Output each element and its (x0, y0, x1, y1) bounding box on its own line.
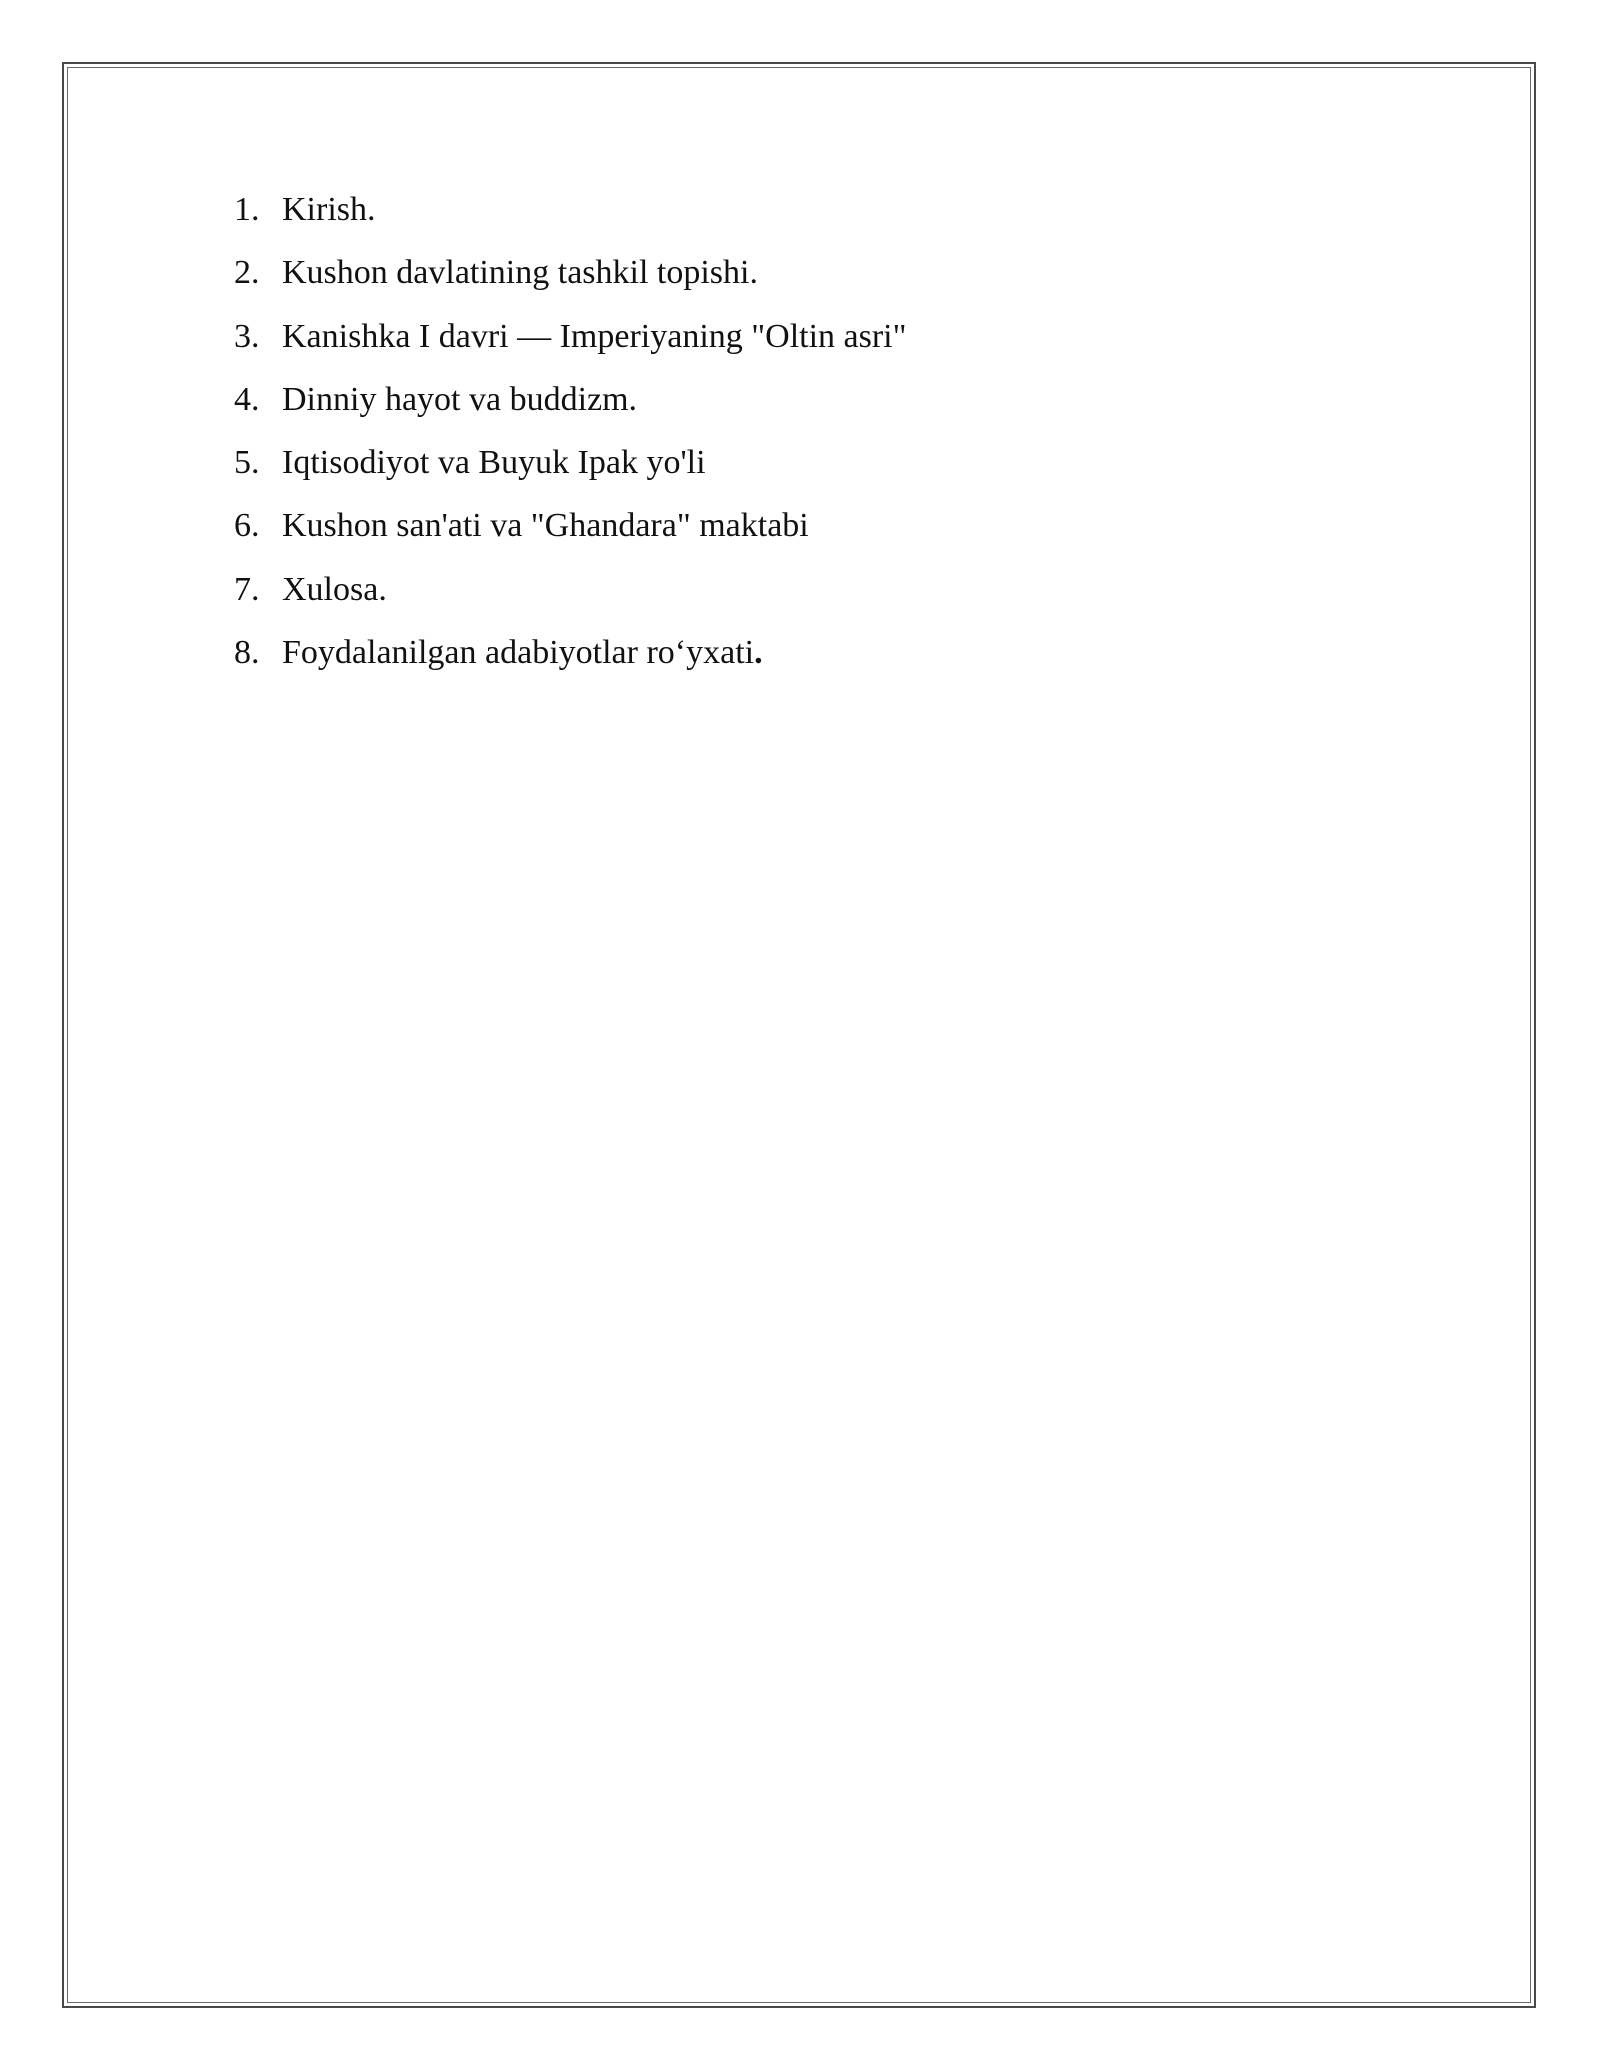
toc-suffix: . (754, 634, 763, 672)
toc-number: 7. (234, 570, 260, 608)
toc-text: Dinniy hayot va buddizm. (282, 380, 638, 418)
toc-item-2 (234, 251, 907, 314)
toc-item-5 (234, 441, 907, 504)
toc-number: 6. (234, 507, 260, 545)
toc-text: Foydalanilgan adabiyotlar ro‘yxati (282, 634, 755, 672)
toc-number: 2. (234, 254, 260, 292)
toc-item-3 (234, 315, 907, 378)
toc-number: 1. (234, 191, 260, 228)
toc-item-1 (234, 188, 907, 251)
toc-number: 8. (234, 634, 260, 672)
toc-text: Kanishka I davri — Imperiyaning "Oltin asri" (282, 317, 907, 355)
toc-text: Iqtisodiyot va Buyuk Ipak yo'li (282, 444, 706, 482)
toc-text: Xulosa. (282, 570, 387, 608)
toc-item-4 (234, 378, 907, 441)
toc-number: 3. (234, 317, 260, 355)
toc-text: Kushon san'ati va "Ghandara" maktabi (282, 507, 809, 545)
toc-text: Kushon davlatining tashkil topishi. (282, 254, 758, 292)
toc-number: 5. (234, 444, 260, 482)
toc-item-6 (234, 504, 907, 567)
toc-number: 4. (234, 380, 260, 418)
toc-text-wrapper (282, 631, 763, 675)
toc-text: Kirish. (282, 191, 376, 228)
toc-item-8 (234, 631, 907, 694)
toc-item-7 (234, 568, 907, 631)
table-of-contents (234, 188, 907, 694)
